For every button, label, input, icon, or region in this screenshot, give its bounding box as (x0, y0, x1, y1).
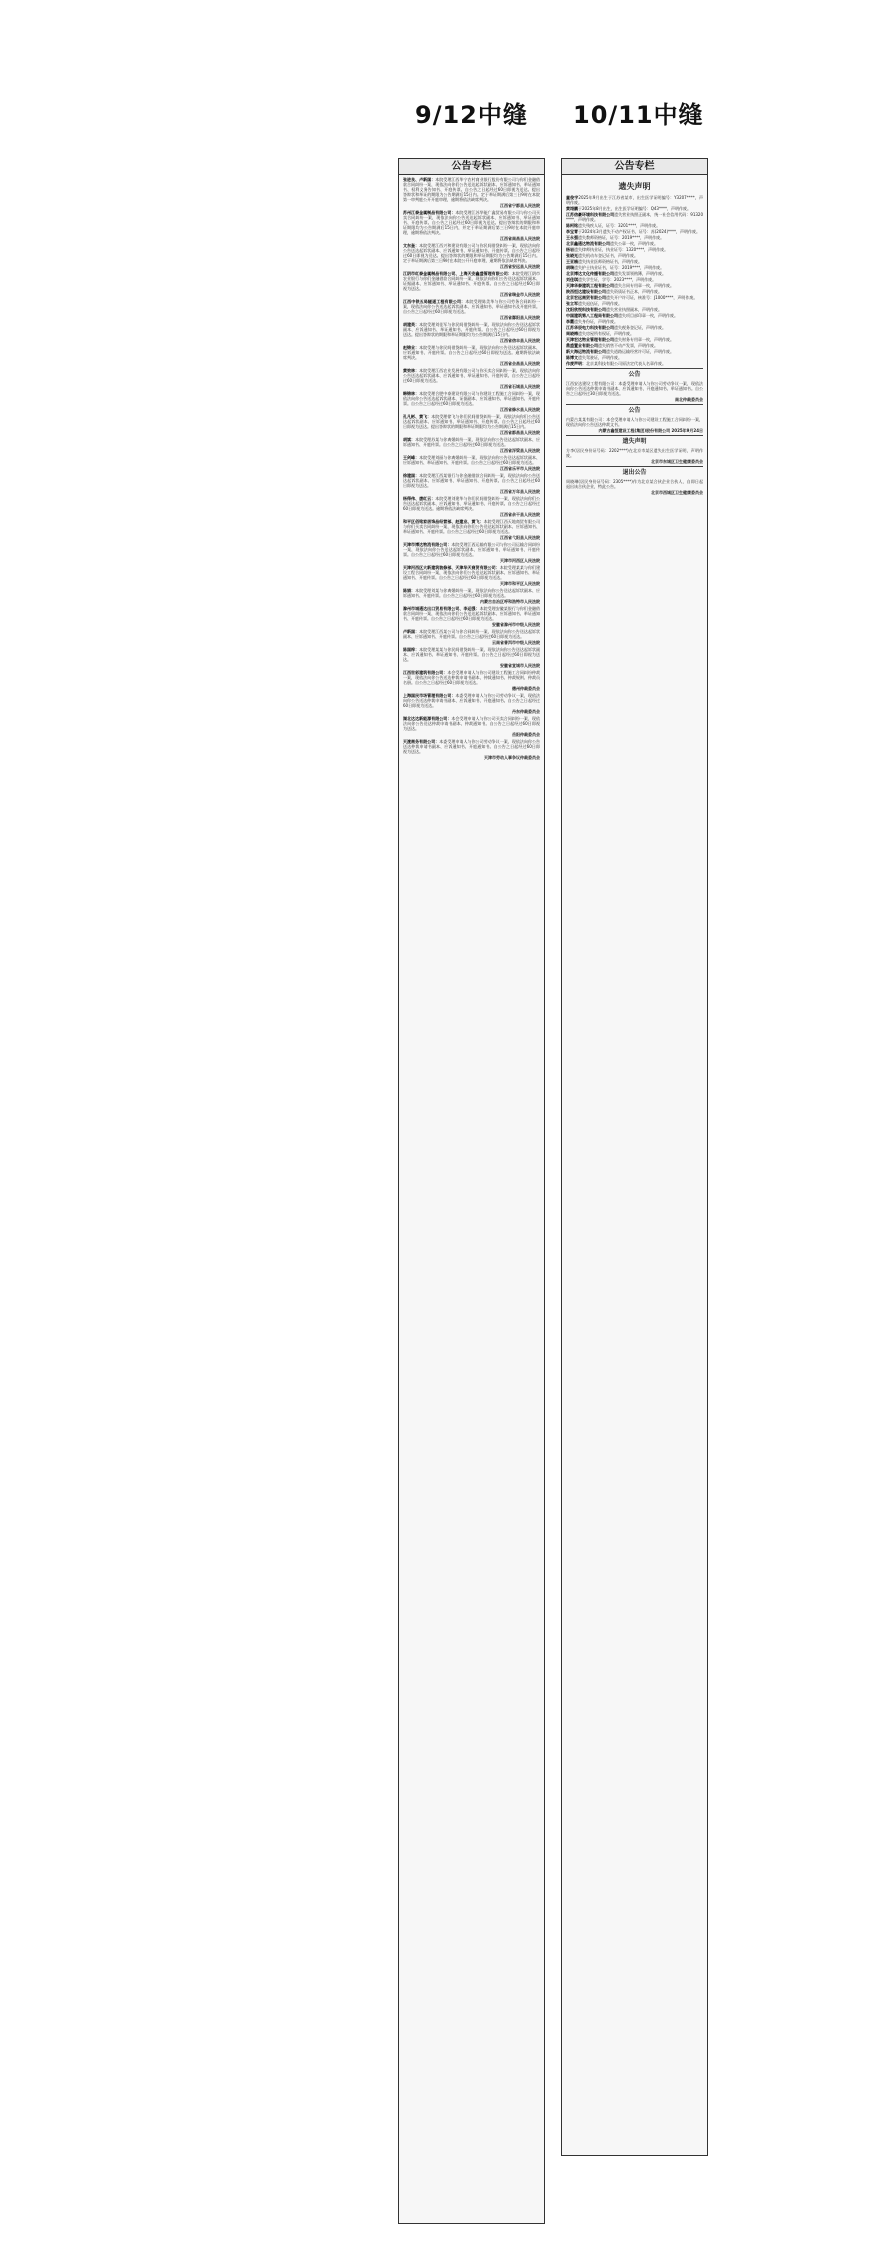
left-column-body (399, 175, 544, 760)
court-signature: 江西省浮梁县人民法院 (500, 448, 540, 453)
lost-notice-entry (566, 277, 703, 282)
announcement-body: 周晓琳(居民身份证号码：2305****)作为北京某合伙企业合伙人，自即日起退出该合伙企业，特此公告。 (566, 479, 703, 489)
lost-notice-party: 张立军 (566, 301, 578, 306)
notice-text: 本院受理刘丽与你离婚纠纷一案，现依法向你公告送达起诉状副本、应诉通知书、举证通知书、开庭传票。自公告之日起经过60日即视为送达。 (403, 455, 541, 465)
lost-notice-text: 遗失道路运输经营许可证，声明作废。 (606, 349, 674, 354)
lost-notice-entry (566, 307, 703, 312)
lost-notice-text: 遗失学生证，学号：2023****，声明作废。 (578, 277, 657, 282)
notice-text: 本院受理安徽某银行与你们金融借款合同纠纷一案，现依法向你们公告送达起诉状副本、应诉通知书、举证通知书、开庭传票。自公告之日起经过60日即视为送达。 (403, 606, 541, 621)
lost-notice-entry (566, 235, 703, 240)
notice-text: 本院受理合肥中泰建设有限公司与你建设工程施工合同纠纷一案，现依法向你公告送达起诉状副本、证据副本、应诉通知书、举证通知书、开庭传票。自公告之日起经过60日即视为送达。 (403, 391, 541, 406)
notice-text: 本委受理申请人与你公司劳动争议一案，现依法向你公告送达仲裁申请书副本、应诉通知书、开庭通知书。自公告之日起经过60日即视为送达。 (403, 693, 541, 708)
announcement-body: 江西安达建设工程有限公司：本委受理申请人与你公司劳动争议一案，现依法向你公告送达仲裁申请书副本、应诉通知书、开庭通知书、举证通知书。自公告之日起经过30日即视为送达。 (566, 381, 703, 396)
notice-entry (403, 299, 540, 314)
notice-addressee: 天津河西区大新建筑装修部、天津华天商贸有限公司： (403, 565, 500, 570)
lost-notice-entry (566, 283, 703, 288)
right-column-header: 公告专栏 (562, 159, 707, 175)
notice-text: 本院受理刘建华与你们民间借贷纠纷一案，现依法向你们公告送达起诉状副本、应诉通知书、举证通知书、开庭传票。自公告之日起经过60日即视为送达。逾期将依法缺席判决。 (403, 496, 541, 511)
lost-notice-party: 胡瑞 (566, 265, 574, 270)
court-signature: 江西省石城县人民法院 (500, 384, 540, 389)
notice-addressee: 陈娟： (403, 588, 416, 593)
notice-text: 本院受理江西兴和建设有限公司与你民间借贷纠纷一案，现依法向你公告送达起诉状副本、应诉通知书、举证通知书、开庭传票。自公告之日起经过60日即视为送达。提出答辩状的期限和举证期限均为公告期满后15日内。定于举证期满后第三日9时在本院公开开庭审理，逾期将依法缺席判决。 (403, 243, 541, 263)
notice-entry (403, 345, 540, 360)
lost-notice-text: 遗失房屋所有权证，声明作废。 (578, 331, 634, 336)
lost-notice-party: 李宝青 (566, 229, 578, 234)
announcement-list (566, 368, 703, 495)
announcement-title: 退出公告 (622, 469, 647, 476)
lost-notice-text: 遗失公章一枚，声明作废。 (610, 241, 658, 246)
notice-text: 本院受理某某与你们建设工程合同纠纷一案，现依法向你们公告送达起诉状副本、应诉通知书、举证通知书、开庭传票。自公告之日起经过60日即视为送达。 (403, 565, 541, 580)
lost-notice-text: 遗失开户许可证，核准号：J1000****，声明作废。 (606, 295, 698, 300)
lost-notice-party: 作废声明： (566, 361, 586, 366)
lost-notice-text: 遗失合同专用章一枚，声明作废。 (614, 283, 674, 288)
notice-addressee: 黄效林： (403, 368, 420, 373)
court-signature: 江西省乐平市人民法院 (500, 466, 540, 471)
lost-notice-text: 遗失财务专用章一枚，声明作废。 (614, 337, 674, 342)
court-signature: 天津市和平区人民法院 (500, 581, 540, 586)
lost-notice-entry (566, 241, 703, 246)
lost-notice-entry (566, 253, 703, 258)
court-signature: 江西省瑞金市人民法院 (500, 292, 540, 297)
lost-notice-text: 遗失护士执业证书，证号：2019****，声明作废。 (574, 265, 665, 270)
notice-entry (403, 606, 540, 621)
notice-entry (403, 437, 540, 447)
section-divider (566, 368, 703, 369)
notice-text: 本委受理申请人与你公司劳动争议一案，现依法向你公告送达仲裁申请书副本、应诉通知书、开庭通知书。自公告之日起经过60日即视为送达。 (403, 739, 541, 754)
left-column-header: 公告专栏 (399, 159, 544, 175)
notice-text: 本院受理江阴市农业银行与你们金融借款合同纠纷一案，现依法向你们公告送达起诉状副本、证据副本、应诉通知书、举证通知书、开庭传票。自公告之日起经过60日即视为送达。 (403, 271, 541, 291)
notice-addressee: 徐建国： (403, 473, 420, 478)
notice-entry (403, 565, 540, 580)
notice-entry (403, 414, 540, 429)
lost-notice-party: 陈博文 (566, 355, 578, 360)
notice-text: 本院受理刘佳军与你民间借贷纠纷一案，现依法向你公告送达起诉状副本、应诉通知书、举证通知书、开庭传票。自公告之日起经过60日即视为送达。提出答辩状的期限和举证期限均为公告期满后15日内。 (403, 322, 541, 337)
court-signature: 江西省鄱阳县人民法院 (500, 315, 540, 320)
lost-notice-text: 遗失机动车登记证书，声明作废。 (578, 253, 638, 258)
court-signature: 安徽省滁州市中级人民法院 (492, 622, 540, 627)
section-divider (566, 404, 703, 405)
announcement-body: 内蒙古某某有限公司：本会受理申请人与你公司建设工程施工合同纠纷一案，现依法向你公告送达仲裁文书。 (566, 417, 703, 427)
announcement-title: 公告 (628, 371, 641, 378)
court-signature: 江西省南昌县人民法院 (500, 236, 540, 241)
lost-notice-party: 北京博达文化传播有限公司 (566, 271, 614, 276)
notice-addressee: 卢新国： (403, 629, 420, 634)
lost-notice-party: 中国建筑第八工程局有限公司 (566, 313, 618, 318)
left-notice-column (398, 158, 545, 2224)
lost-notice-entry (566, 259, 703, 264)
notice-text: 本院受理江西华宁农村商业银行股份有限公司与你们金融借款合同纠纷一案，现依法向你们公告送达起诉状副本、应诉通知书、举证通知书、权利义务告知书、开庭传票。自公告之日起经过60日即视为送达。提出答辩状和举证的期限为公告期满后15日内。定于举证期满后第三日9时在本院第一审判庭公开开庭审理，逾期将依法缺席判决。 (403, 177, 541, 202)
notice-addressee: 苏州江泰金属制品有限公司： (403, 210, 456, 215)
announcement-signature: 内蒙古鑫恒建设工程(集团)股份有限公司 2025年9月24日 (598, 428, 703, 433)
lost-notice-party: 刘佳琪 (566, 277, 578, 282)
lost-notice-party: 北京鑫通达物流有限公司 (566, 241, 610, 246)
notice-text: 本院受理江西某公司与你合同纠纷一案，现依法向你公告送达起诉状副本、应诉通知书、开庭传票。自公告之日起经过60日即视为送达。 (403, 629, 541, 639)
lost-notice-list (566, 195, 703, 366)
notice-addressee: 赵锦业： (403, 345, 420, 350)
court-signature: 云南省普洱市中级人民法院 (492, 640, 540, 645)
lost-notice-entry (566, 355, 703, 360)
lost-notice-party: 天津宏达物业管理有限公司 (566, 337, 614, 342)
lost-notice-text: 北京某科技有限公司原法定代表人名章作废。 (586, 361, 666, 366)
lost-notice-party: 江苏信豪环境科技有限公司 (566, 212, 615, 217)
notice-addressee: 滁州市城通达出口贸易有限公司、李运强： (403, 606, 480, 611)
lost-notice-entry (566, 343, 703, 348)
lost-notice-entry (566, 206, 703, 211)
lost-notice-party: 王亚楠 (566, 259, 578, 264)
lost-notice-entry (566, 212, 703, 222)
notice-entry (403, 455, 540, 465)
notice-addressee: 王剑峰： (403, 455, 420, 460)
court-signature: 江西省信丰县人民法院 (500, 338, 540, 343)
announcement-signature: 南北仲裁委员会 (675, 397, 703, 402)
notice-entry (403, 322, 540, 337)
lost-notice-text: 遗失营业执照副本，声明作废。 (606, 307, 662, 312)
lost-notice-party: 杨岩 (566, 247, 574, 252)
announcement-signature: 北京市西城区卫生健康委员会 (651, 490, 703, 495)
notice-text: 本院受理江西某银行与你金融借款合同纠纷一案，现依法向你公告送达起诉状副本、应诉通知书、举证通知书、开庭传票。自公告之日起经过60日即视为送达。 (403, 473, 541, 488)
notice-entry (403, 588, 540, 598)
caption-right: 10/11中缝 (573, 101, 704, 129)
lost-notice-text: 于2025年8月出生，出生医学证明编号：Q43****，声明作废。 (578, 206, 691, 211)
lost-notice-entry (566, 229, 703, 234)
notice-entry (403, 210, 540, 235)
lost-notice-text: 遗失退伍证，声明作废。 (578, 301, 622, 306)
notice-text: 本院受理陈美华与你公司劳务合同纠纷一案，现依法向你公告送达起诉状副本、应诉通知书、举证通知书及开庭传票。自公告之日起经过60日即视为送达。 (403, 299, 540, 314)
notice-entry (403, 647, 540, 662)
notice-entry (403, 177, 540, 202)
lost-notice-entry (566, 247, 703, 252)
court-signature: 天津市河西区人民法院 (500, 558, 540, 563)
court-signature: 丹东仲裁委员会 (512, 709, 540, 714)
lost-notice-entry (566, 289, 703, 294)
notice-addressee: 天渡商务有限公司： (403, 739, 440, 744)
notice-entry (403, 473, 540, 488)
section-divider (566, 435, 703, 436)
notice-addressee: 陈国梓： (403, 647, 420, 652)
court-signature: 江西省弋阳县人民法院 (500, 535, 540, 540)
lost-notice-text: 遗失税务登记证，声明作废。 (614, 325, 666, 330)
lost-notice-text: 遗失驾驶证，声明作废。 (578, 355, 622, 360)
notice-entry (403, 496, 540, 511)
notice-entry (403, 519, 540, 534)
notice-text: 本院受理江西天地商贸有限公司与你们买卖合同纠纷一案，现依法向你们公告送达起诉状副本、应诉通知书、举证通知书、开庭传票。自公告之日起经过60日即视为送达。 (403, 519, 541, 534)
lost-notice-entry (566, 325, 703, 330)
lost-notice-entry (566, 295, 703, 300)
lost-notice-party: 周晓梅 (566, 331, 578, 336)
lost-notice-entry (566, 337, 703, 342)
notice-addressee: 天津市博达物流有限公司： (403, 542, 452, 547)
court-signature: 江西省安远县人民法院 (500, 264, 540, 269)
lost-notice-party: 新大海运物流有限公司 (566, 349, 606, 354)
announcement-title: 公告 (628, 407, 641, 414)
lost-notice-entry (566, 301, 703, 306)
notice-addressee: 韩锦林： (403, 391, 420, 396)
lost-notice-text: 遗失销售不动产发票，声明作废。 (598, 343, 658, 348)
lost-notice-entry (566, 319, 703, 324)
lost-notice-text: 遗失残疾人证，证号：3201****，声明作废。 (578, 223, 661, 228)
notice-addressee: 张进良、卢新国： (403, 177, 436, 182)
notice-entry (403, 670, 540, 685)
announcement-body: 方李(居民身份证号码：2202****)在北京市某区遗失出生医学证明，声明作废。 (566, 448, 703, 458)
court-signature: 江西省余干县人民法院 (500, 512, 540, 517)
notice-text: 本院受理江西运输有限公司与你公司运输合同纠纷一案，现依法向你公告送达起诉状副本、应诉通知书、举证通知书、开庭传票。自公告之日起经过60日即视为送达。 (403, 542, 541, 557)
lost-notice-text: 遗失项目部印章一枚，声明作废。 (618, 313, 678, 318)
announcement-signature: 北京市东城区卫生健康委员会 (651, 459, 703, 464)
notice-addressee: 江阴市红泰金属制品有限公司、上海天安鑫盛管理有限公司： (403, 271, 512, 276)
lost-notice-entry (566, 331, 703, 336)
lost-notice-party: 王永强 (566, 235, 578, 240)
notice-addressee: 胡斌： (403, 437, 416, 442)
notice-entry (403, 368, 540, 383)
notice-addressee: 胡建英： (403, 322, 420, 327)
notice-addressee: 杨得伟、唐红云： (403, 496, 436, 501)
lost-notice-party: 陈柯铭 (566, 223, 578, 228)
lost-notice-party: 鼎盛置业有限公司 (566, 343, 598, 348)
lost-notice-party: 张晓光 (566, 253, 578, 258)
notice-text: 本院受理江苏华能广鑫贸易有限公司与你公司买卖合同纠纷一案，现依法向你公告送达起诉状副本、应诉通知书、举证通知书、开庭传票。自公告之日起经过60日即视为送达。提出答辩状的期限和举证期限均为公告期满后15日内，并定于举证期满后第三日9时在本院开庭审理，逾期将依法判决。 (403, 210, 541, 235)
notice-text: 本院受理苏某与你离婚纠纷一案，现依法向你公告送达起诉状副本、应诉通知书、开庭传票。自公告之日起经过60日即视为送达。 (403, 437, 541, 447)
notice-addressee: 文东奎： (403, 243, 420, 248)
notice-text: 本院受理江西农业发展有限公司与你买卖合同纠纷一案，现依法向你公告送达起诉状副本、应诉通知书、举证通知书、开庭传票。自公告之日起经过60日即视为送达。 (403, 368, 541, 383)
lost-notice-party: 童俊宇 (566, 195, 579, 200)
notice-addressee: 江西中铁五局隧道工程有限公司： (403, 299, 466, 304)
lost-notice-title: 遗失声明 (618, 182, 651, 191)
lost-notice-text: 2025年9月出生于江苏省某市，出生医学证明编号：Y3207****，声明作废。 (566, 195, 703, 205)
court-signature: 天津市劳动人事争议仲裁委员会 (484, 755, 540, 760)
section-divider (566, 466, 703, 467)
lost-notice-entry (566, 265, 703, 270)
notice-addressee: 孔凡彬、黄飞： (403, 414, 432, 419)
notice-text: 本院受理徐飞与你们民间借贷纠纷一案，现依法向你们公告送达起诉状副本、应诉通知书、举证通知书、开庭传票。自公告之日起经过60日即视为送达。提出答辩状的期限和举证期限均为公告期满后15日内。 (403, 414, 541, 429)
court-signature: 江西省都昌县人民法院 (500, 430, 540, 435)
notice-entry (403, 391, 540, 406)
court-signature: 内蒙古自治区呼和浩特市人民法院 (480, 599, 540, 604)
lost-notice-entry (566, 313, 703, 318)
lost-notice-text: 遗失身份证，声明作废。 (574, 319, 618, 324)
lost-notice-entry (566, 223, 703, 228)
notice-addressee: 湖北达达新能源有限公司： (403, 716, 452, 721)
lost-notice-party: 北京宏远商贸有限公司 (566, 295, 606, 300)
lost-notice-text: 遗失执业医师资格证书，声明作废。 (578, 259, 642, 264)
lost-notice-text: 遗失发票领购簿，声明作废。 (614, 271, 666, 276)
notice-addressee: 江西世彩建筑有限公司： (403, 670, 448, 675)
notice-text: 本院受理刘某与你离婚纠纷一案，现依法向你公告送达起诉状副本、应诉通知书、开庭传票。自公告之日起经过60日即视为送达。 (403, 588, 541, 598)
notice-entry (403, 243, 540, 263)
court-signature: 江西省万年县人民法院 (500, 489, 540, 494)
lost-notice-party: 陕西恒达建设有限公司 (566, 289, 606, 294)
lost-notice-entry (566, 195, 703, 205)
court-signature: 德州仲裁委员会 (512, 686, 540, 691)
court-signature: 江西省修水县人民法院 (500, 407, 540, 412)
lost-notice-text: 遗失律师执业证，执业证号：1320****，声明作废。 (574, 247, 669, 252)
lost-notice-party: 沈阳欣悦科技有限公司 (566, 307, 606, 312)
lost-notice-party: 江苏华辰电力科技有限公司 (566, 325, 614, 330)
notice-entry (403, 542, 540, 557)
notice-text: 本会受理申请人与你公司建设工程施工合同纠纷仲裁一案，现依法向你公告送达仲裁申请书副本、仲裁通知书、仲裁规则、仲裁员名册。自公告之日起经过60日即视为送达。 (403, 670, 541, 685)
right-column-body (562, 175, 707, 495)
notice-entry (403, 629, 540, 639)
lost-notice-entry (566, 361, 703, 366)
lost-notice-party: 黄翊鹏 (566, 206, 578, 211)
court-signature: 江西省会昌县人民法院 (500, 361, 540, 366)
notice-entry (403, 271, 540, 291)
court-signature: 江西省宁都县人民法院 (500, 203, 540, 208)
notice-entry (403, 693, 540, 708)
lost-notice-text: 遗失教师资格证，证号：2019****，声明作废。 (578, 235, 665, 240)
caption-left: 9/12中缝 (415, 101, 528, 129)
notice-addressee: 和平区佰铭家居饰品经营部、赵建业、黄飞： (403, 519, 484, 524)
lost-notice-entry (566, 271, 703, 276)
lost-notice-text: 于2024年3月遗失不动产权证书，证号：苏(2024)****，声明作废。 (578, 229, 701, 234)
notice-text: 本院受理某某与你民间借贷纠纷一案，现依法向你公告送达起诉状副本、应诉通知书、举证通知书、开庭传票。自公告之日起经过60日即视为送达。 (403, 647, 541, 662)
notice-entry (403, 716, 540, 731)
court-signature: 岳阳仲裁委员会 (512, 732, 540, 737)
notice-addressee: 上海国民市场管理有限公司： (403, 693, 456, 698)
lost-notice-party: 李霞 (566, 319, 574, 324)
notice-entry (403, 739, 540, 754)
notice-text: 本会受理申请人与你公司买卖合同纠纷一案，现依法向你公告送达仲裁申请书副本、仲裁通知书。自公告之日起经过60日即视为送达。 (403, 716, 541, 731)
lost-notice-entry (566, 349, 703, 354)
notice-text: 本院受理与你民间借贷纠纷一案，现依法向你公告送达起诉状副本、应诉通知书、开庭传票。自公告之日起经过60日即视为送达。逾期将依法缺席判决。 (403, 345, 541, 360)
court-signature: 安徽省宣城市人民法院 (500, 663, 540, 668)
right-notice-column (561, 158, 708, 2156)
announcement-title: 遗失声明 (622, 438, 647, 445)
lost-notice-text: 遗失营业执照正副本，统一社会信用代码：91320****，声明作废。 (566, 212, 703, 222)
lost-notice-party: 天津华泰建筑工程有限公司 (566, 283, 614, 288)
lost-notice-text: 遗失资质证书正本，声明作废。 (606, 289, 662, 294)
